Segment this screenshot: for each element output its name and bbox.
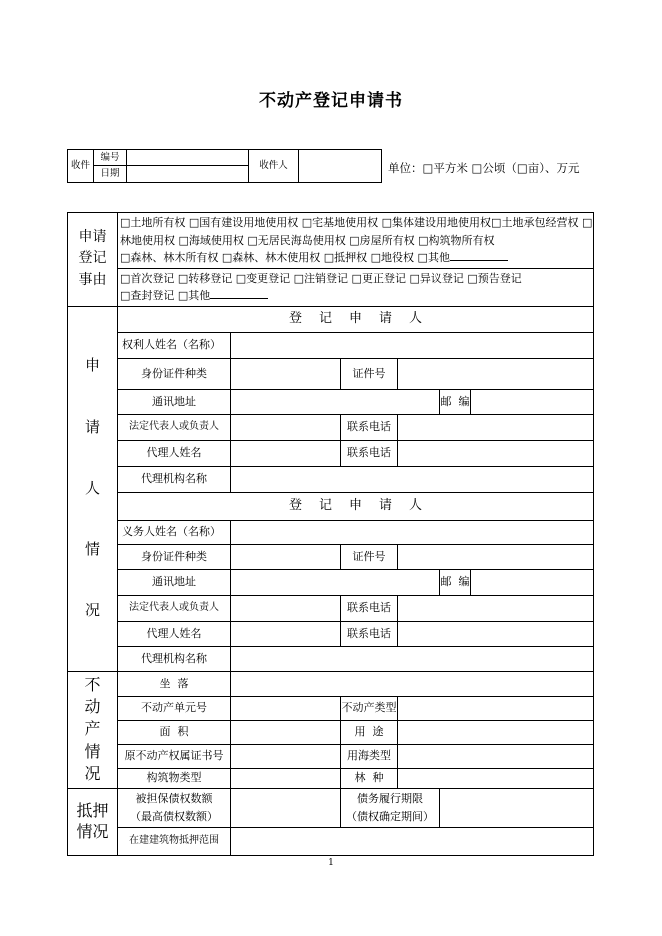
right-holder-agent-phone-label: 联系电话 bbox=[341, 440, 398, 466]
obligor-postcode-field[interactable] bbox=[471, 569, 594, 595]
right-holder-agency-label: 代理机构名称 bbox=[118, 466, 231, 492]
obligor-id-type-label: 身份证件种类 bbox=[118, 544, 231, 569]
obligor-agency-label: 代理机构名称 bbox=[118, 646, 231, 671]
obligor-agent-field[interactable] bbox=[231, 621, 341, 646]
unit-note: 单位：□平方米 □公顷（□亩）、万元 bbox=[388, 161, 580, 175]
property-char-2: 动 bbox=[84, 696, 101, 716]
page-number: 1 bbox=[328, 858, 334, 868]
right-holder-legal-rep-label: 法定代表人或负责人 bbox=[118, 414, 231, 440]
right-holder-agency-field[interactable] bbox=[231, 466, 594, 492]
right-holder-postcode-field[interactable] bbox=[471, 389, 594, 414]
old-cert-field[interactable] bbox=[231, 744, 341, 768]
construction-scope-label: 在建建筑物抵押范围 bbox=[118, 827, 231, 855]
property-char-3: 产 bbox=[84, 719, 101, 739]
receipt-label: 收件 bbox=[68, 150, 94, 183]
debt-term-field[interactable] bbox=[440, 788, 594, 827]
secured-amount-line-1: 被担保债权数额 bbox=[135, 791, 213, 805]
reason-section-label bbox=[68, 213, 118, 307]
right-holder-id-no-label: 证件号 bbox=[341, 358, 398, 389]
rights-line-2: 林地使用权 □海域使用权 □无居民海岛使用权 □房屋所有权 □构筑物所有权 bbox=[120, 233, 495, 247]
forest-type-label: 林 种 bbox=[341, 768, 398, 788]
right-holder-agent-field[interactable] bbox=[231, 440, 341, 466]
unit-no-label: 不动产单元号 bbox=[118, 696, 231, 720]
right-holder-id-type-label: 身份证件种类 bbox=[118, 358, 231, 389]
secured-amount-label bbox=[118, 788, 231, 827]
reason-label-line-3: 事由 bbox=[78, 272, 107, 289]
property-type-label: 不动产类型 bbox=[341, 696, 398, 720]
application-form bbox=[67, 212, 594, 856]
types-line-1: □首次登记 □转移登记 □变更登记 □注销登记 □更正登记 □异议登记 □预告登记 bbox=[120, 271, 522, 285]
obligor-header: 登记申请人 bbox=[118, 492, 594, 520]
forest-type-field[interactable] bbox=[398, 768, 594, 788]
structure-type-label: 构筑物类型 bbox=[118, 768, 231, 788]
obligor-address-field[interactable] bbox=[231, 569, 440, 595]
right-holder-phone-label: 联系电话 bbox=[341, 414, 398, 440]
reason-label-line-2: 登记 bbox=[78, 250, 107, 267]
rights-line-1: □土地所有权 □国有建设用地使用权 □宅基地使用权 □集体建设用地使用权□土地承包经营权 □ bbox=[120, 216, 593, 229]
types-other-blank[interactable] bbox=[210, 288, 268, 299]
reason-label-line-1: 申请 bbox=[78, 228, 107, 245]
secured-amount-line-2: （最高债权数额） bbox=[130, 809, 218, 823]
applicant-char-3: 人 bbox=[84, 478, 100, 497]
secured-amount-field[interactable] bbox=[231, 788, 341, 827]
right-holder-id-type-field[interactable] bbox=[231, 358, 341, 389]
obligor-id-no-field[interactable] bbox=[398, 544, 594, 569]
receipt-number-field[interactable] bbox=[127, 150, 249, 166]
right-holder-address-field[interactable] bbox=[231, 389, 440, 414]
page-title: 不动产登记申请书 bbox=[259, 91, 403, 111]
property-char-4: 情 bbox=[84, 741, 101, 761]
property-section-label bbox=[68, 671, 118, 788]
old-cert-label: 原不动产权属证书号 bbox=[118, 744, 231, 768]
use-label: 用 途 bbox=[341, 720, 398, 744]
unit-no-field[interactable] bbox=[231, 696, 341, 720]
applicant-char-2: 请 bbox=[84, 417, 100, 436]
sea-use-field[interactable] bbox=[398, 744, 594, 768]
mortgage-section-label bbox=[68, 788, 118, 855]
right-holder-postcode-label: 邮 编 bbox=[440, 389, 471, 414]
property-char-1: 不 bbox=[84, 674, 101, 694]
applicant-char-5: 况 bbox=[84, 601, 100, 620]
types-line-2: □查封登记 □其他 bbox=[120, 289, 211, 302]
obligor-phone-field[interactable] bbox=[398, 595, 594, 621]
receipt-number-label: 编号 bbox=[94, 150, 127, 166]
area-label: 面 积 bbox=[118, 720, 231, 744]
right-holder-address-label: 通讯地址 bbox=[118, 389, 231, 414]
obligor-agency-field[interactable] bbox=[231, 646, 594, 671]
obligor-agent-phone-field[interactable] bbox=[398, 621, 594, 646]
area-field[interactable] bbox=[231, 720, 341, 744]
use-field[interactable] bbox=[398, 720, 594, 744]
mortgage-label-line-2: 情况 bbox=[76, 821, 109, 841]
applicant-header: 登记申请人 bbox=[118, 306, 594, 332]
debt-term-line-1: 债务履行期限 bbox=[357, 791, 423, 805]
debt-term-line-2: （债权确定期间） bbox=[346, 809, 434, 823]
right-holder-name-field[interactable] bbox=[231, 332, 594, 358]
right-holder-agent-label: 代理人姓名 bbox=[118, 440, 231, 466]
obligor-postcode-label: 邮 编 bbox=[440, 569, 471, 595]
receiver-label: 收件人 bbox=[249, 150, 299, 183]
property-char-5: 况 bbox=[84, 764, 101, 784]
right-holder-legal-rep-field[interactable] bbox=[231, 414, 341, 440]
registration-type-options[interactable] bbox=[118, 268, 594, 306]
mortgage-label-line-1: 抵押 bbox=[76, 800, 109, 820]
obligor-name-label: 义务人姓名（名称） bbox=[118, 520, 231, 544]
receipt-table bbox=[67, 149, 382, 183]
obligor-address-label: 通讯地址 bbox=[118, 569, 231, 595]
obligor-agent-label: 代理人姓名 bbox=[118, 621, 231, 646]
obligor-id-type-field[interactable] bbox=[231, 544, 341, 569]
obligor-id-no-label: 证件号 bbox=[341, 544, 398, 569]
construction-scope-field[interactable] bbox=[231, 827, 594, 855]
property-type-field[interactable] bbox=[398, 696, 594, 720]
location-label: 坐 落 bbox=[118, 671, 231, 696]
debt-term-label bbox=[341, 788, 440, 827]
location-field[interactable] bbox=[231, 671, 594, 696]
obligor-legal-rep-field[interactable] bbox=[231, 595, 341, 621]
applicant-char-4: 情 bbox=[84, 540, 100, 559]
right-holder-agent-phone-field[interactable] bbox=[398, 440, 594, 466]
receipt-date-label: 日期 bbox=[94, 166, 127, 183]
obligor-phone-label: 联系电话 bbox=[341, 595, 398, 621]
obligor-agent-phone-label: 联系电话 bbox=[341, 621, 398, 646]
right-holder-phone-field[interactable] bbox=[398, 414, 594, 440]
applicant-section-label bbox=[68, 306, 118, 671]
sea-use-label: 用海类型 bbox=[341, 744, 398, 768]
receiver-field[interactable] bbox=[299, 150, 382, 183]
rights-line-3: □森林、林木所有权 □森林、林木使用权 □抵押权 □地役权 □其他 bbox=[120, 251, 450, 264]
rights-options[interactable] bbox=[118, 213, 594, 269]
receipt-date-field[interactable] bbox=[127, 166, 249, 183]
structure-type-field[interactable] bbox=[231, 768, 341, 788]
right-holder-name-label: 权利人姓名（名称） bbox=[118, 332, 231, 358]
obligor-legal-rep-label: 法定代表人或负责人 bbox=[118, 595, 231, 621]
rights-other-blank[interactable] bbox=[450, 250, 508, 261]
obligor-name-field[interactable] bbox=[231, 520, 594, 544]
applicant-char-1: 申 bbox=[84, 356, 100, 375]
right-holder-id-no-field[interactable] bbox=[398, 358, 594, 389]
